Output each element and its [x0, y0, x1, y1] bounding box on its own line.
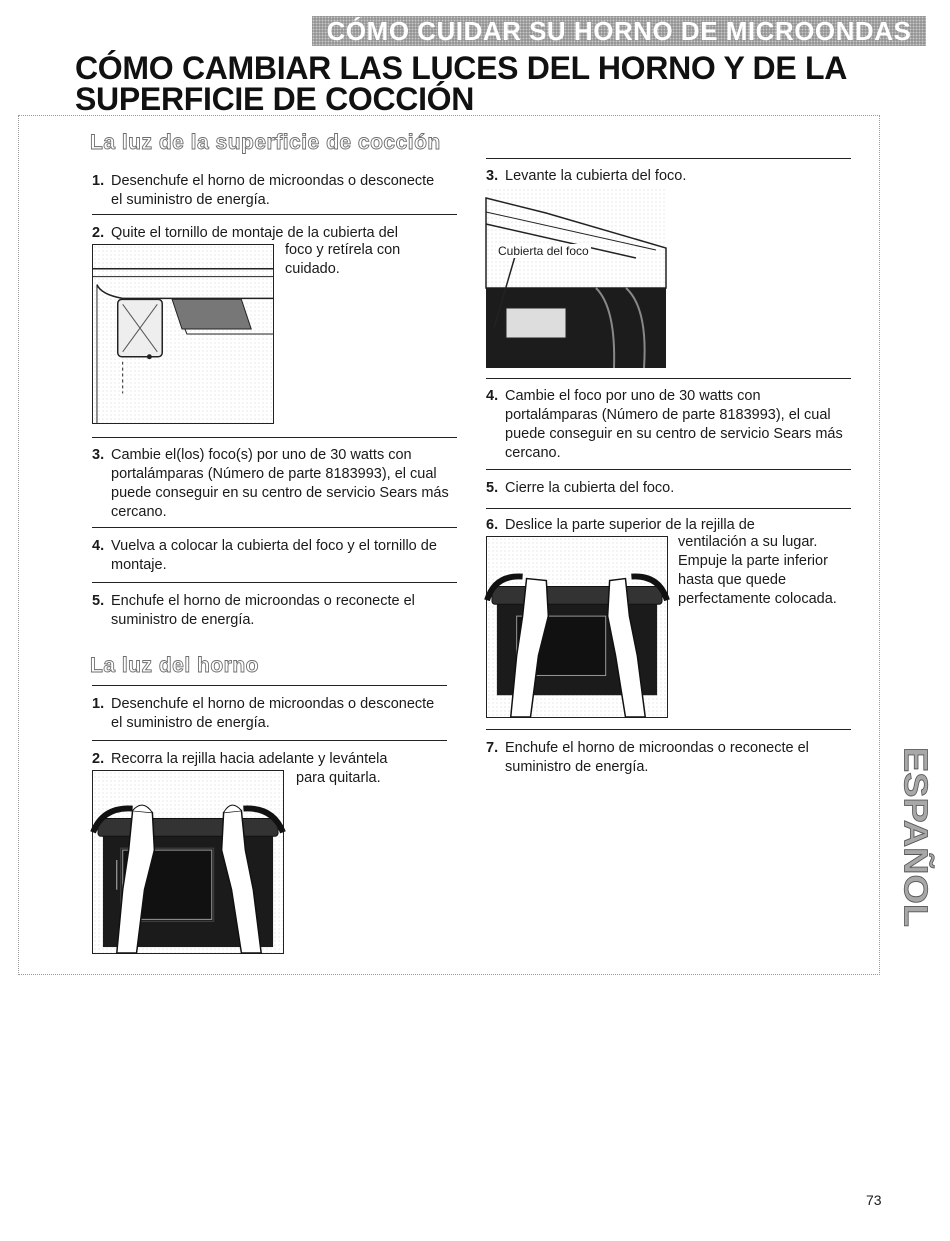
oven-step-7: 7. Enchufe el horno de microondas o reconecte el suministro de energía. — [486, 740, 809, 775]
divider — [486, 469, 851, 470]
divider — [486, 378, 851, 379]
surface-light-heading: La luz de la superficie de cocción — [90, 131, 441, 154]
language-tab — [897, 745, 935, 930]
surface-step-4: 4. Vuelva a colocar la cubierta del foco y el tornillo de montaje. — [92, 538, 437, 573]
divider — [92, 685, 447, 686]
oven-step-2-continued: para quitarla. — [296, 770, 381, 786]
language-tab-label: ESPAÑOL — [897, 747, 935, 905]
surface-step-3: 3. Cambie el(los) foco(s) por uno de 30 watts con portalámparas (Número de parte 8183993), el cual puede conseguir en su centro de servicio Sears más cercano. — [92, 447, 449, 520]
page-title-line-1: CÓMO CAMBIAR LAS LUCES DEL HORNO Y DE LA — [75, 50, 848, 86]
surface-step-2-continued: foco y retírela con cuidado. — [285, 242, 401, 277]
divider — [486, 158, 851, 159]
surface-light-cover-illustration — [92, 244, 274, 424]
oven-step-4: 4. Cambie el foco por uno de 30 watts con portalámparas (Número de parte 8183993), el cual puede conseguir en su centro de servicio Sears más cercano. — [486, 388, 843, 461]
bulb-cover-callout: Cubierta del foco — [498, 244, 589, 258]
oven-step-5: 5. Cierre la cubierta del foco. — [486, 480, 675, 496]
page-title-line-2: SUPERFICIE DE COCCIÓN — [75, 81, 475, 117]
surface-step-5: 5. Enchufe el horno de microondas o reconecte el suministro de energía. — [92, 593, 415, 628]
oven-step-6-continued: ventilación a su lugar. Empuje la parte inferior hasta que quede perfectamente colocada. — [678, 534, 837, 607]
language-tab-drawing — [897, 745, 935, 930]
oven-light-heading: La luz del horno — [90, 654, 259, 677]
grille-replace-illustration — [486, 536, 668, 718]
oven-step-6: 6. Deslice la parte superior de la rejilla de — [486, 517, 755, 533]
oven-step-3: 3. Levante la cubierta del foco. — [486, 168, 687, 184]
divider — [486, 508, 851, 509]
page-title — [75, 50, 875, 117]
section-banner: CÓMO CUIDAR SU HORNO DE MICROONDAS — [312, 16, 926, 46]
divider — [486, 729, 851, 730]
bulb-cover-illustration — [486, 188, 666, 368]
divider — [92, 437, 457, 438]
surface-step-1: 1. Desenchufe el horno de microondas o desconecte el suministro de energía. — [92, 173, 435, 208]
surface-light-cover-drawing — [93, 245, 273, 423]
grille-replace-drawing — [487, 537, 667, 717]
oven-step-1: 1. Desenchufe el horno de microondas o desconecte el suministro de energía. — [92, 696, 435, 731]
divider — [92, 582, 457, 583]
oven-step-2: 2. Recorra la rejilla hacia adelante y levántela — [92, 751, 388, 767]
divider — [92, 740, 447, 741]
surface-step-2: 2. Quite el tornillo de montaje de la cubierta del — [92, 225, 398, 241]
page-number: 73 — [866, 1192, 882, 1208]
bulb-cover-drawing — [486, 188, 666, 368]
grille-removal-illustration — [92, 770, 284, 954]
divider — [92, 527, 457, 528]
grille-removal-drawing — [93, 771, 283, 953]
divider — [92, 214, 457, 215]
